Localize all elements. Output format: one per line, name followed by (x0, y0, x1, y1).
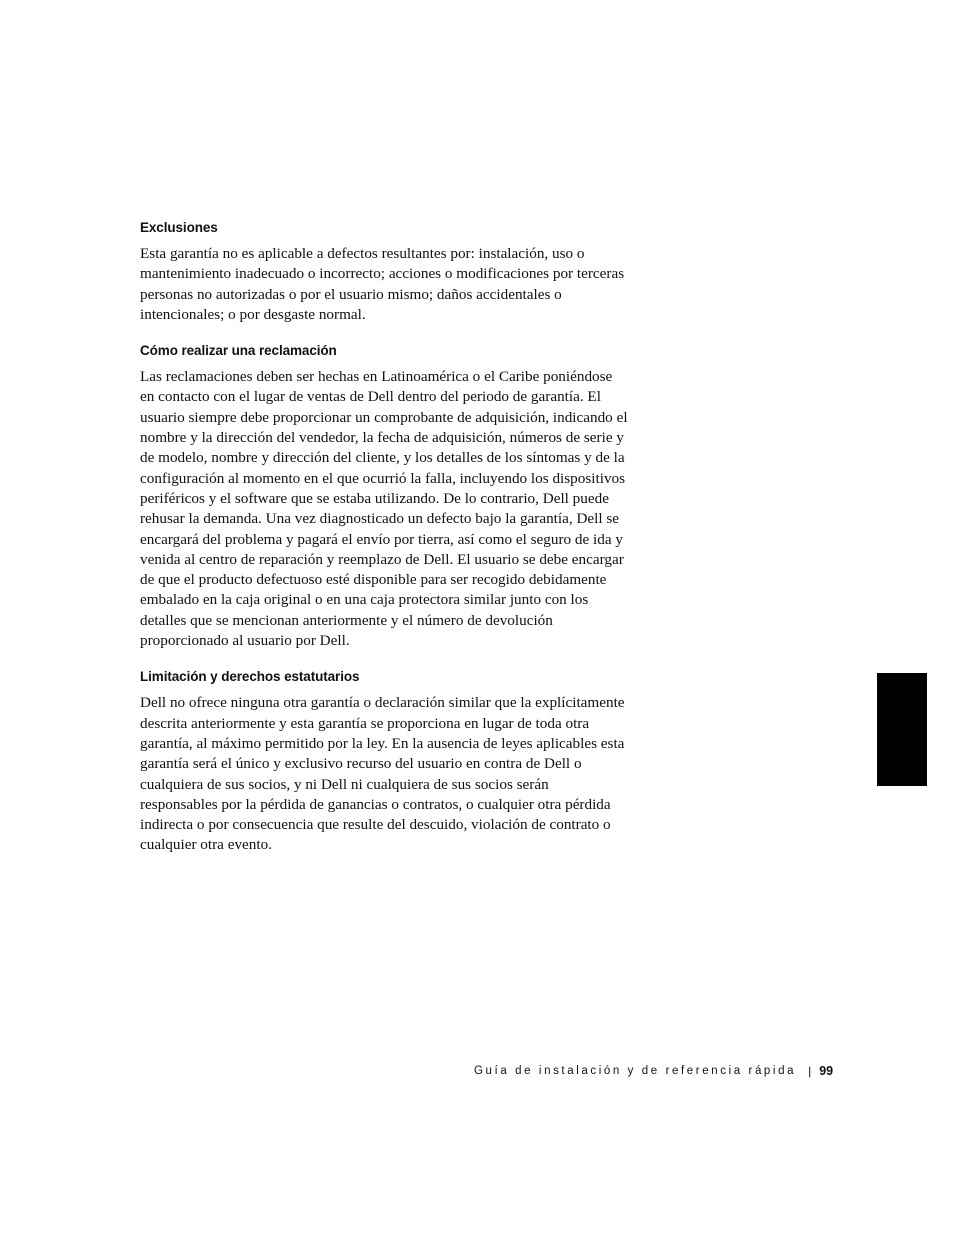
footer-separator: | (808, 1064, 812, 1078)
page-footer (474, 1062, 833, 1080)
section-limitacion (140, 667, 630, 855)
page-content (140, 218, 630, 872)
section-exclusiones (140, 218, 630, 325)
section-body: Dell no ofrece ninguna otra garantía o declaración similar que la explícitamente descrita anteriormente y esta garantía se proporciona en lugar de toda otra garantía, al máximo permitido por la ley. En la ausencia de leyes aplicables esta garantía será el único y exclusivo recurso del usuario en contra de Dell o cualquiera de sus socios, y ni Dell ni cualquiera de sus socios serán responsables por la pérdida de ganancias o contratos, o cualquier otra pérdida indirecta o por consecuencia que resulte del descuido, violación de contrato o cualquier otra evento. (140, 694, 625, 854)
chapter-tab-marker (877, 673, 927, 786)
section-body: Las reclamaciones deben ser hechas en Latinoamérica o el Caribe poniéndose en contacto con el lugar de ventas de Dell dentro del periodo de garantía. El usuario siempre debe proporcionar un comprobante de adquisición, indicando el nombre y la dirección del vendedor, la fecha de adquisición, números de serie y de modelo, nombre y dirección del cliente, y los detalles de los síntomas y de la configuración al momento en el que ocurrió la falla, incluyendo los dispositivos periféricos y el software que se estaba utilizando. De lo contrario, Dell puede rehusar la demanda. Una vez diagnosticado un defecto bajo la garantía, Dell se encargará del problema y pagará el envío por tierra, así como el seguro de ida y venida al centro de reparación y reemplazo de Dell. El usuario se debe encargar de que el producto defectuoso esté disponible para ser recogido debidamente embalado en la caja original o en una caja protectora similar junto con los detalles que se mencionan anteriormente y el número de devolución proporcionado al usuario por Dell. (140, 368, 628, 650)
section-heading: Limitación y derechos estatutarios (140, 669, 360, 685)
section-heading: Exclusiones (140, 220, 218, 235)
section-heading: Cómo realizar una reclamación (140, 343, 337, 359)
page-number: 99 (819, 1064, 834, 1078)
footer-title: Guía de instalación y de referencia rápida (474, 1065, 797, 1077)
section-body: Esta garantía no es aplicable a defectos resultantes por: instalación, uso o mantenimiento inadecuado o incorrecto; acciones o modificaciones por terceras personas no autorizadas o por el usuario mismo; daños accidentales o intencionales; o por desgaste normal. (140, 245, 625, 323)
section-reclamacion (140, 341, 630, 651)
